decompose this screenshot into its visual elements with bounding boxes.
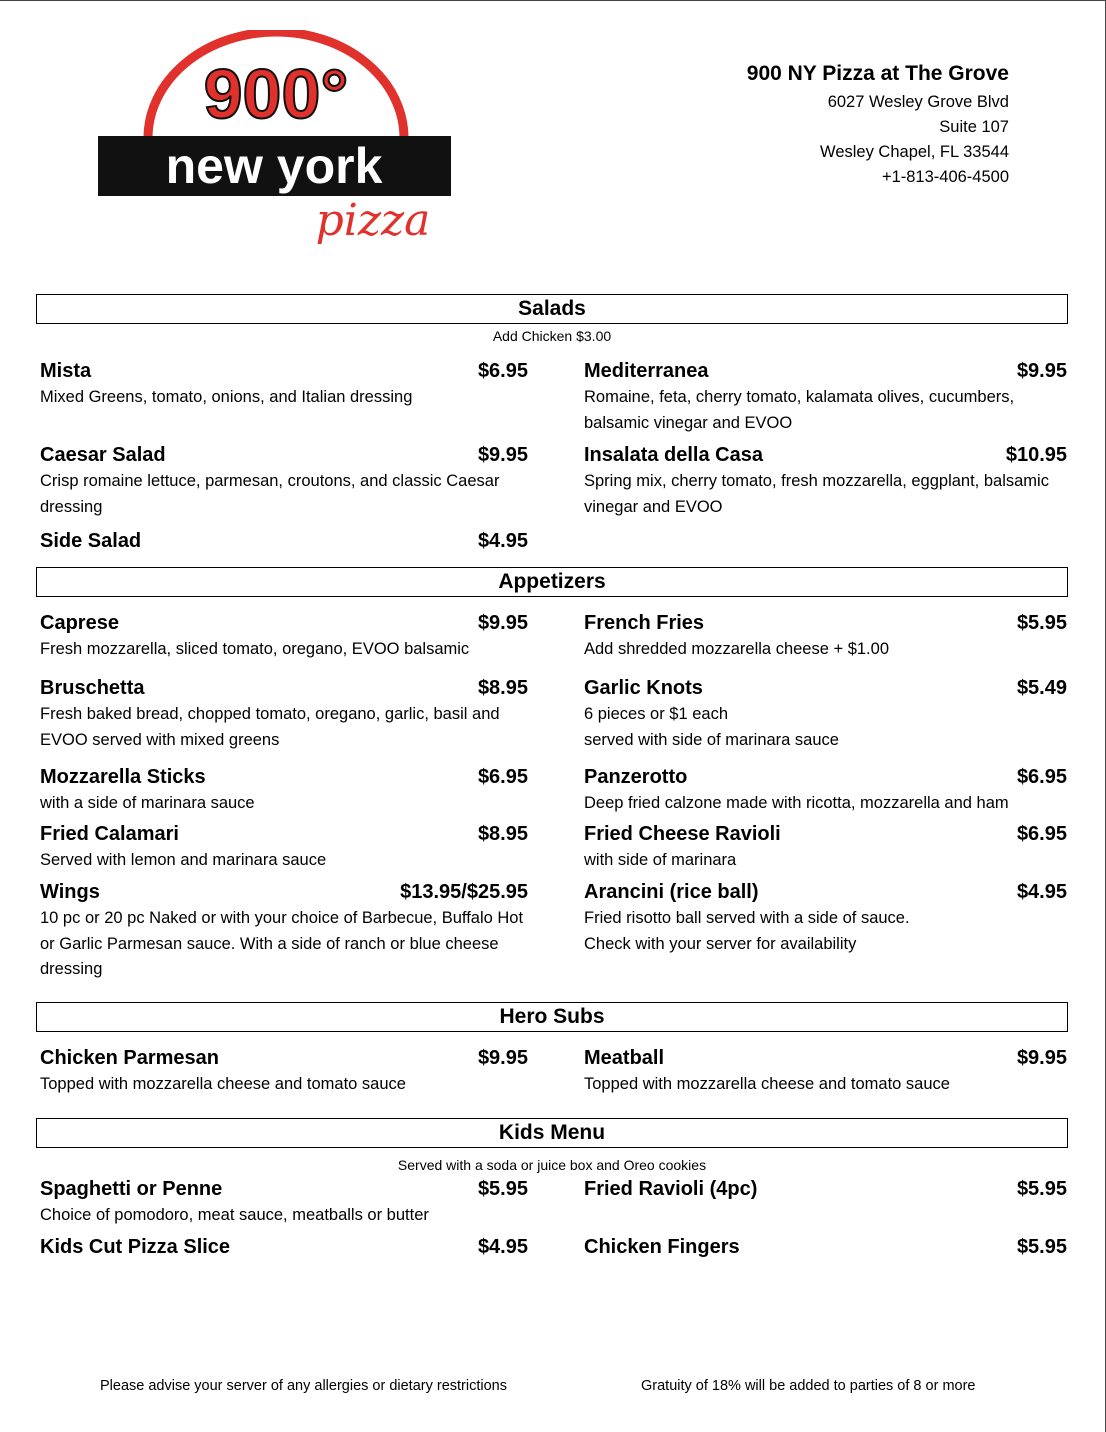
- item-name: French Fries: [584, 612, 705, 634]
- menu-item: [584, 1047, 1067, 1098]
- item-price: $6.95: [1016, 766, 1067, 788]
- section-header-hero-subs: Hero Subs: [36, 1002, 1068, 1032]
- menu-item: [40, 881, 528, 983]
- item-price: $13.95/$25.95: [400, 881, 528, 903]
- item-price: $10.95: [1005, 444, 1067, 466]
- restaurant-logo: [98, 30, 454, 256]
- menu-item: [40, 1178, 528, 1229]
- logo-900: 900°: [203, 55, 349, 133]
- item-name: Bruschetta: [40, 677, 145, 699]
- item-price: $5.95: [1016, 1178, 1067, 1200]
- menu-item: [40, 612, 528, 663]
- item-name: Chicken Parmesan: [40, 1047, 219, 1069]
- item-name: Fried Cheese Ravioli: [584, 823, 781, 845]
- item-price: $6.95: [1016, 823, 1067, 845]
- footer-allergy-note: Please advise your server of any allergies or dietary restrictions: [100, 1378, 507, 1394]
- section-header-appetizers: Appetizers: [36, 567, 1068, 597]
- section-header-kids-menu: Kids Menu: [36, 1118, 1068, 1148]
- menu-item: [584, 1236, 1067, 1259]
- item-name: Arancini (rice ball): [584, 881, 759, 903]
- item-name: Garlic Knots: [584, 677, 703, 699]
- item-price: $9.95: [477, 1047, 528, 1069]
- menu-item: [584, 823, 1067, 874]
- salads-note: Add Chicken $3.00: [492, 328, 612, 344]
- item-description: 6 pieces or $1 each: [584, 705, 729, 723]
- item-name: Fried Ravioli (4pc): [584, 1178, 758, 1200]
- menu-item: [584, 1178, 1067, 1201]
- item-description: Fresh mozzarella, sliced tomato, oregano, EVOO balsamic: [40, 640, 470, 658]
- restaurant-address: [747, 62, 1009, 190]
- menu-item: [40, 823, 528, 874]
- item-name: Panzerotto: [584, 766, 688, 788]
- menu-item: [40, 1047, 528, 1098]
- item-price: $4.95: [477, 1236, 528, 1258]
- item-price: $4.95: [1016, 881, 1067, 903]
- item-name: Mediterranea: [584, 360, 709, 382]
- item-description: Deep fried calzone made with ricotta, mozzarella and ham: [584, 794, 1009, 812]
- item-price: $5.95: [1016, 1236, 1067, 1258]
- item-description-line-2: served with side of marinara sauce: [584, 730, 839, 749]
- item-price: $9.95: [477, 444, 528, 466]
- page-border-top: [0, 0, 1106, 1]
- item-price: $8.95: [477, 823, 528, 845]
- menu-item: [40, 530, 528, 553]
- menu-item: [584, 766, 1067, 817]
- item-name: Kids Cut Pizza Slice: [40, 1236, 231, 1258]
- section-header-salads: Salads: [36, 294, 1068, 324]
- item-name: Wings: [40, 881, 100, 903]
- item-price: $6.95: [477, 360, 528, 382]
- item-description: Choice of pomodoro, meat sauce, meatballs or butter: [40, 1206, 429, 1224]
- menu-item: [40, 677, 528, 753]
- item-description: Romaine, feta, cherry tomato, kalamata olives, cucumbers, balsamic vinegar and EVOO: [584, 388, 1015, 432]
- item-name: Spaghetti or Penne: [40, 1178, 223, 1200]
- item-description: Fried risotto ball served with a side of sauce.: [584, 909, 910, 927]
- item-price: $8.95: [477, 677, 528, 699]
- item-description: with a side of marinara sauce: [40, 794, 255, 812]
- address-line-suite: Suite 107: [939, 118, 1009, 136]
- menu-item: [40, 360, 528, 411]
- kids-note: Served with a soda or juice box and Oreo cookies: [397, 1157, 707, 1173]
- item-description: Crisp romaine lettuce, parmesan, croutons, and classic Caesar dressing: [40, 472, 500, 516]
- item-description: Fresh baked bread, chopped tomato, oregano, garlic, basil and EVOO served with mixed greens: [40, 705, 500, 749]
- menu-item: [40, 1236, 528, 1259]
- address-line-phone: +1-813-406-4500: [881, 168, 1009, 186]
- item-description-line-2: Check with your server for availability: [584, 934, 857, 953]
- item-name: Caesar Salad: [40, 444, 166, 466]
- item-price: $9.95: [477, 612, 528, 634]
- item-price: $9.95: [1016, 360, 1067, 382]
- logo-new-york: new york: [165, 138, 383, 194]
- menu-item: [584, 360, 1067, 436]
- item-name: Insalata della Casa: [584, 444, 763, 466]
- item-name: Caprese: [40, 612, 119, 634]
- menu-item: [584, 444, 1067, 520]
- item-name: Side Salad: [40, 530, 142, 552]
- item-name: Mozzarella Sticks: [40, 766, 206, 788]
- item-description: Topped with mozzarella cheese and tomato sauce: [40, 1075, 406, 1093]
- address-line-street: 6027 Wesley Grove Blvd: [827, 93, 1009, 111]
- footer-gratuity-note: Gratuity of 18% will be added to parties of 8 or more: [641, 1378, 976, 1394]
- menu-item: [584, 612, 1067, 663]
- address-line-city: Wesley Chapel, FL 33544: [820, 143, 1009, 161]
- item-name: Meatball: [584, 1047, 665, 1069]
- item-price: $9.95: [1016, 1047, 1067, 1069]
- item-name: Mista: [40, 360, 92, 382]
- item-name: Chicken Fingers: [584, 1236, 740, 1258]
- item-price: $5.49: [1016, 677, 1067, 699]
- item-price: $5.95: [477, 1178, 528, 1200]
- menu-item: [40, 766, 528, 817]
- item-name: Fried Calamari: [40, 823, 179, 845]
- menu-item: [40, 444, 528, 520]
- logo-pizza: pizza: [315, 195, 431, 246]
- item-description: Add shredded mozzarella cheese + $1.00: [584, 640, 889, 658]
- item-price: $6.95: [477, 766, 528, 788]
- item-description: with side of marinara: [584, 851, 737, 869]
- item-description: Served with lemon and marinara sauce: [40, 851, 327, 869]
- menu-item: [584, 881, 1067, 957]
- item-description: Spring mix, cherry tomato, fresh mozzarella, eggplant, balsamic vinegar and EVOO: [584, 472, 1049, 516]
- item-price: $5.95: [1016, 612, 1067, 634]
- item-description: Mixed Greens, tomato, onions, and Italian dressing: [40, 388, 413, 406]
- item-price: $4.95: [477, 530, 528, 552]
- item-description: Topped with mozzarella cheese and tomato sauce: [584, 1075, 950, 1093]
- restaurant-name: 900 NY Pizza at The Grove: [746, 62, 1009, 85]
- item-description: 10 pc or 20 pc Naked or with your choice of Barbecue, Buffalo Hot or Garlic Parmesan sauce. With a side of ranch or blue cheese dressing: [40, 909, 524, 978]
- menu-item: [584, 677, 1067, 753]
